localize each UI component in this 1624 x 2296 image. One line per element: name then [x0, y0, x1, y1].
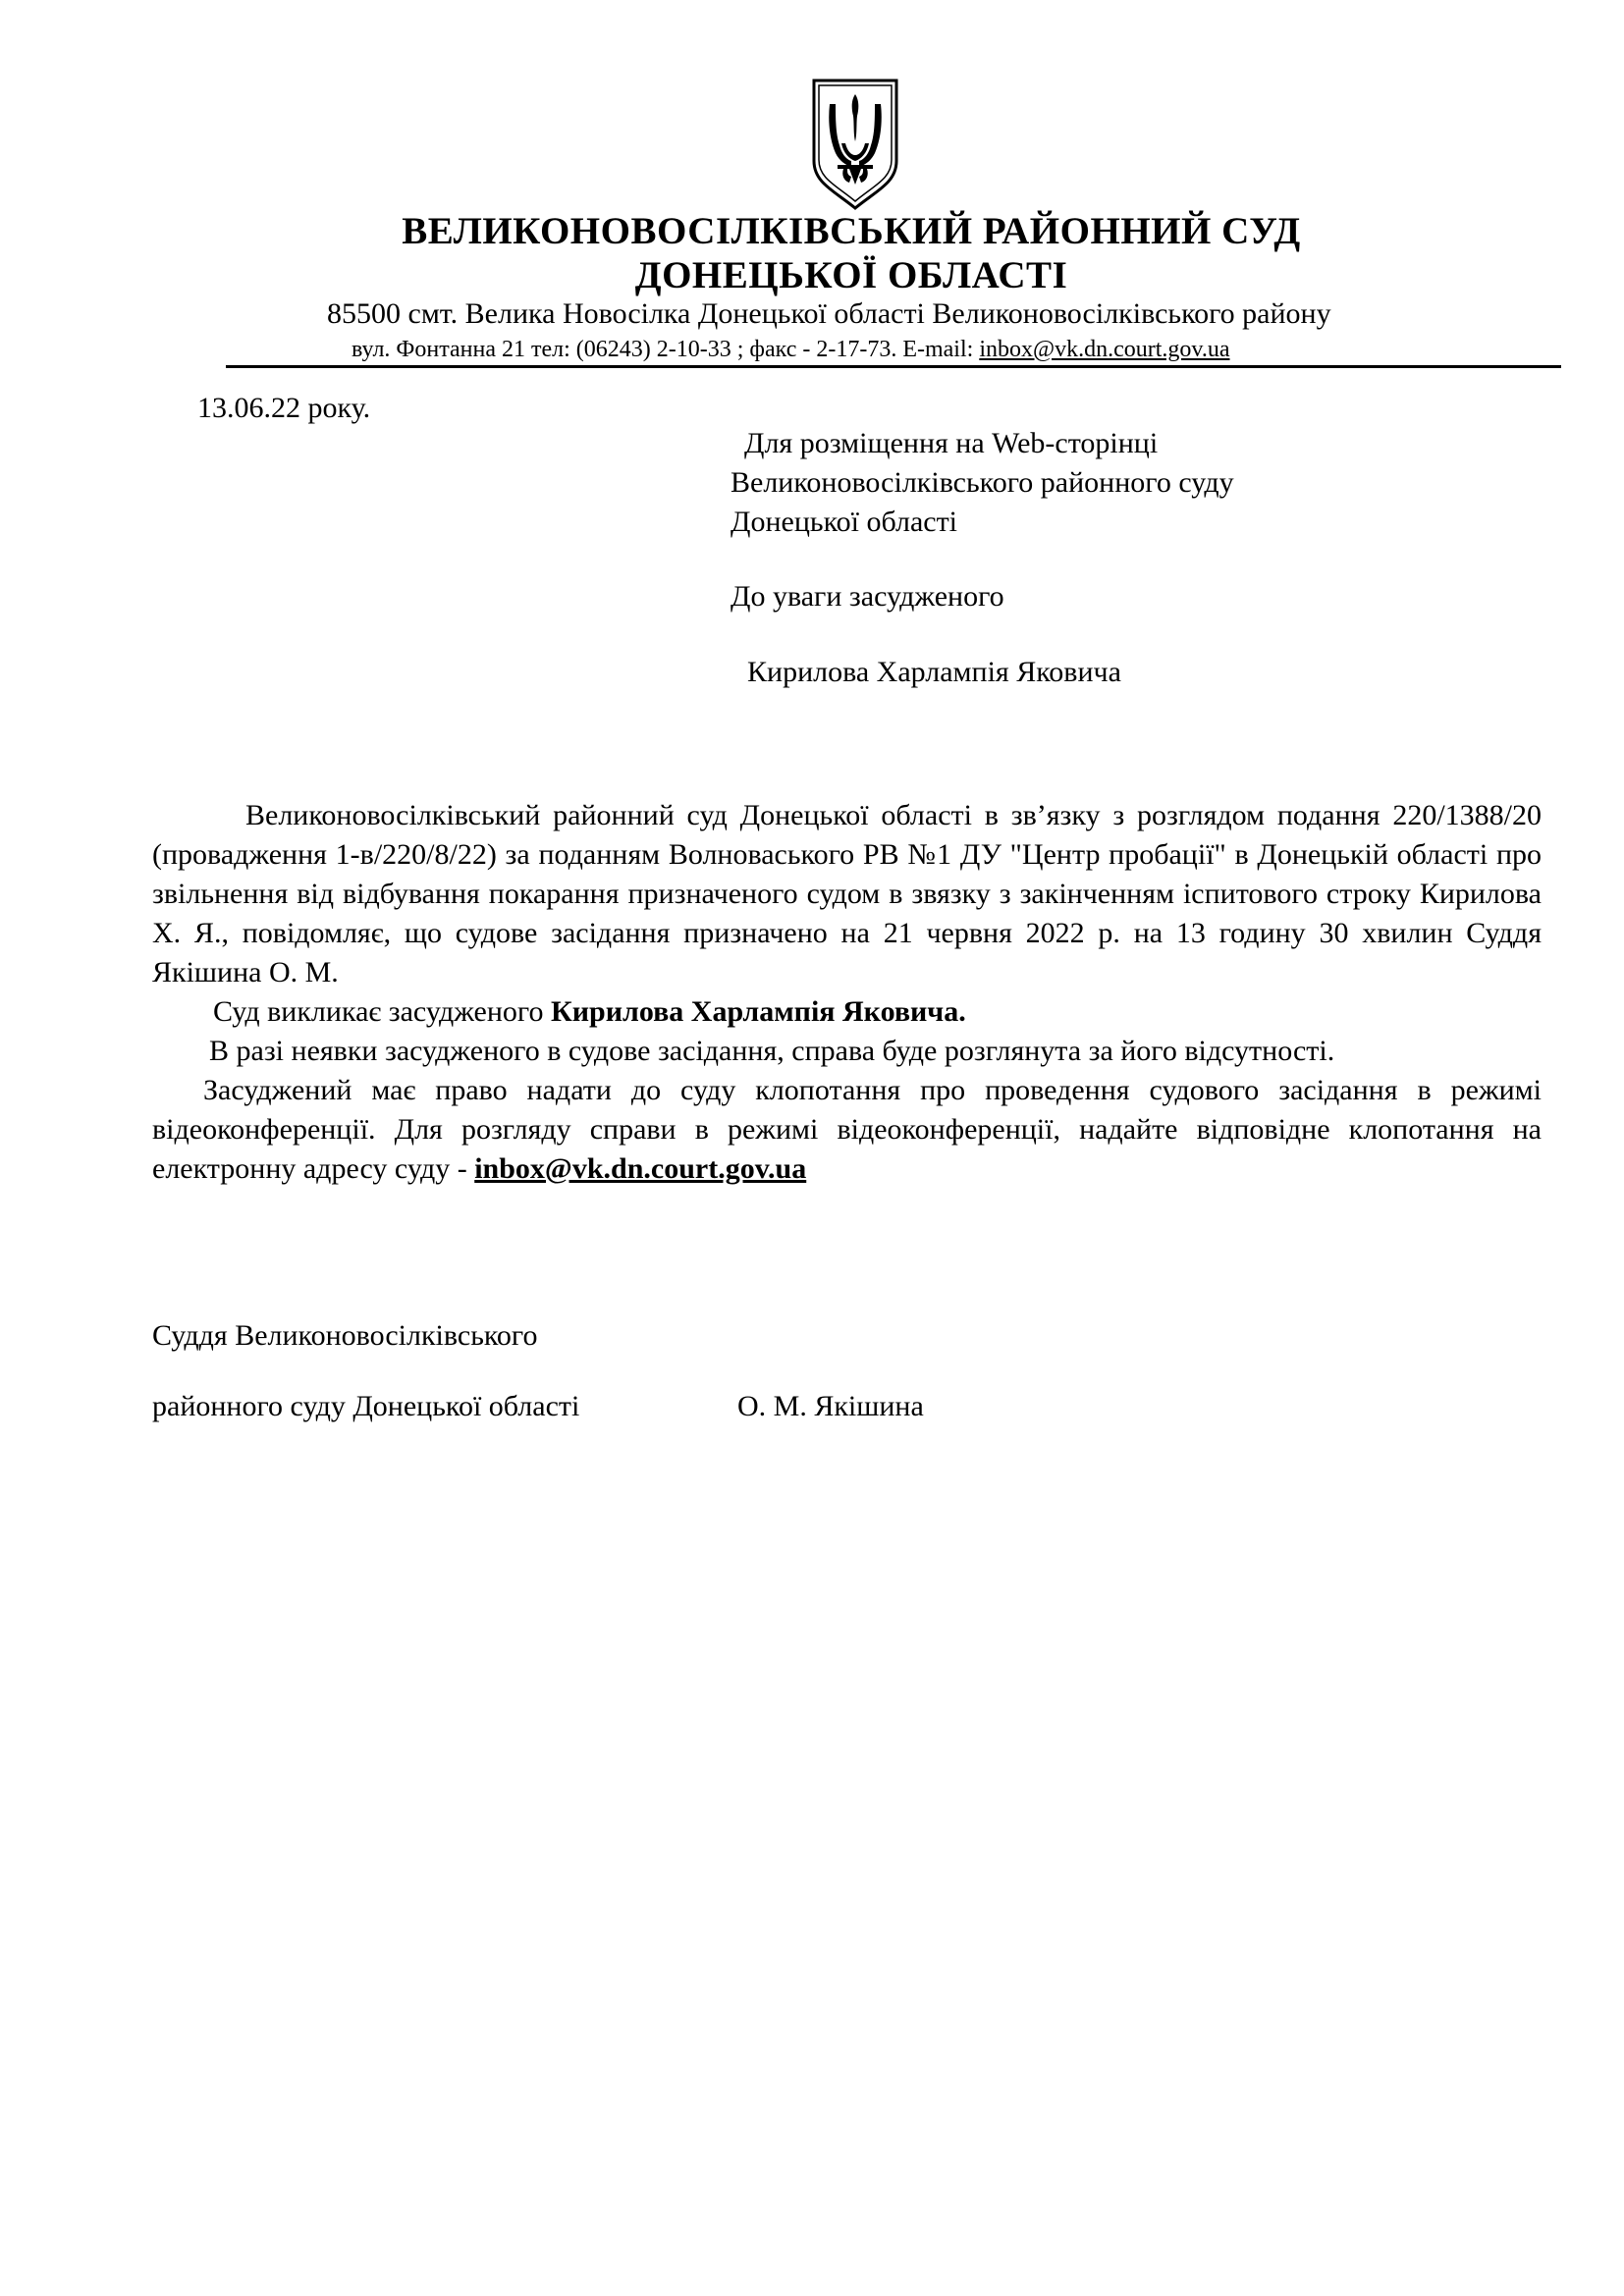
signature-title-line1: Суддя Великоновосілківського — [152, 1319, 538, 1352]
convict-name: Кирилова Харлампія Яковича — [747, 656, 1121, 688]
addressee-block — [731, 424, 1234, 542]
coat-of-arms-icon — [806, 75, 904, 212]
notice-paragraph-main: Великоновосілківський районний суд Донецької області в зв’язку з розглядом подання 220/1388/20 (провадження 1-в/220/8/22) за поданням Волноваського РВ №1 ДУ "Центр пробації" в Донецькій області про звільнення від відбування покарання призначеного судом в звязку з закінченням іспитового строку Кирилова Х. Я., повідомляє, що судове засідання призначено на 21 червня 2022 р. на 13 годину 30 хвилин Суддя Якішина О. М. — [152, 799, 1542, 988]
court-contacts — [352, 335, 1230, 364]
video-paragraph — [152, 1071, 1542, 1189]
absence-paragraph: В разі неявки засудженого в судове засідання, справа буде розглянута за його відсутності. — [209, 1035, 1335, 1067]
addressee-line2: Великоновосілківського районного суду — [731, 466, 1234, 499]
header-divider — [226, 365, 1561, 368]
court-name-line2: ДОНЕЦЬКОЇ ОБЛАСТІ — [634, 254, 1068, 296]
document-date: 13.06.22 року. — [197, 392, 371, 424]
video-text: Засуджений має право надати до суду клопотання про проведення судового засідання в режимі відеоконференції. Для розгляду справи в режимі відеоконференції, надайте відповідне клопотання на електронну адресу суду - — [152, 1074, 1542, 1185]
addressee-line1: Для розміщення на Web-сторінці — [744, 427, 1159, 459]
court-name-line1: ВЕЛИКОНОВОСІЛКІВСЬКИЙ РАЙОННИЙ СУД — [402, 210, 1301, 252]
summons-name: Кирилова Харлампія Яковича. — [551, 995, 966, 1028]
notice-body — [152, 796, 1542, 1189]
addressee-line3: Донецької області — [731, 506, 958, 538]
court-email-link[interactable]: inbox@vk.dn.court.gov.ua — [474, 1152, 807, 1185]
judge-name: О. М. Якішина — [737, 1390, 924, 1422]
header-email-link[interactable]: inbox@vk.dn.court.gov.ua — [979, 337, 1230, 362]
contacts-text: вул. Фонтанна 21 тел: (06243) 2-10-33 ; факс - 2-17-73. E-mail: — [352, 337, 980, 362]
attention-line: До уваги засудженого — [731, 580, 1004, 613]
court-address: 85500 смт. Велика Новосілка Донецької області Великоновосілківського району — [327, 297, 1331, 330]
summons-paragraph — [152, 992, 1542, 1032]
signature-title-line2: районного суду Донецької області — [152, 1390, 580, 1422]
summons-text: Суд викликає засудженого — [213, 995, 551, 1028]
